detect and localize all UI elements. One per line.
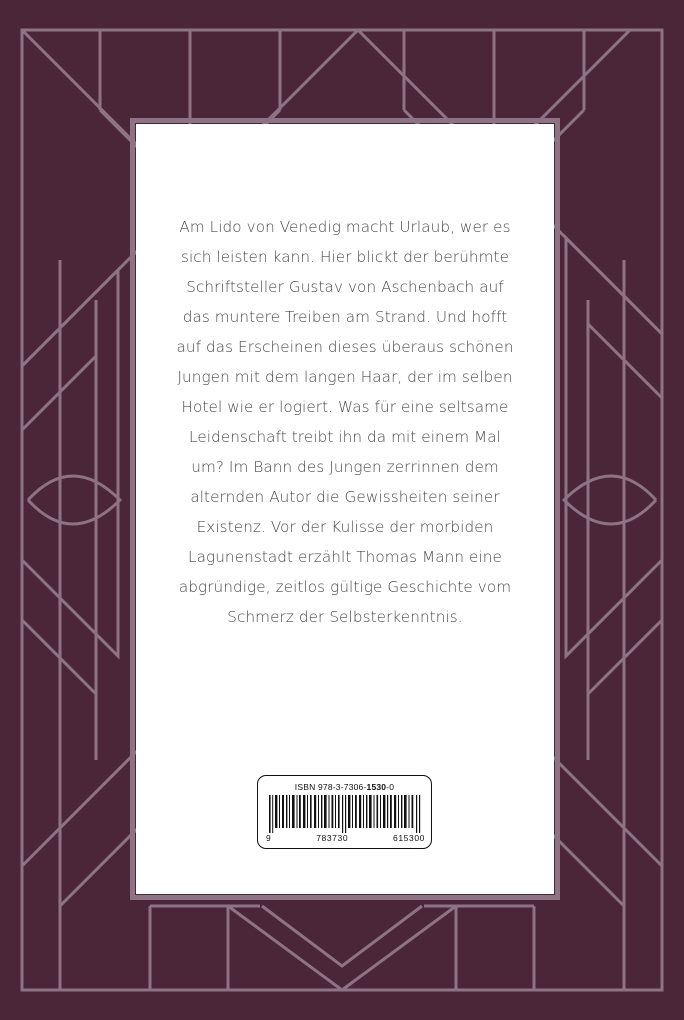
isbn-prefix: ISBN 978-3-7306- bbox=[294, 782, 367, 792]
isbn-bold: 1530 bbox=[366, 782, 387, 792]
blurb-text: Am Lido von Venedig macht Urlaub, wer es sich leisten kann. Hier blickt der berühmte Schriftsteller Gustav von Aschenbach auf das muntere Treiben am Strand. Und hofft auf das Erscheinen dieses überaus schönen Jungen mit dem langen Haar, der im selben Hotel wie er logiert. Was für eine seltsame Leidenschaft treibt ihn da mit einem Mal um? Im Bann des Jungen zerrinnen dem alternden Autor die Gewissheiten seiner Existenz. Vor der Kulisse der morbiden Lagunenstadt erzählt Thomas Mann eine abgründige, zeitlos gültige Geschichte vom Schmerz der Selbsterkenntnis. bbox=[176, 218, 514, 626]
barcode-bars bbox=[269, 795, 422, 833]
ean-left-digit: 9 bbox=[266, 833, 272, 843]
ean-group-1: 783730 bbox=[316, 833, 349, 843]
ean-group-2: 615300 bbox=[393, 833, 425, 843]
ean-digits bbox=[266, 833, 425, 843]
blurb-panel bbox=[136, 124, 554, 894]
barcode bbox=[257, 775, 432, 849]
isbn-suffix: -0 bbox=[386, 782, 395, 792]
isbn-text bbox=[258, 782, 431, 792]
